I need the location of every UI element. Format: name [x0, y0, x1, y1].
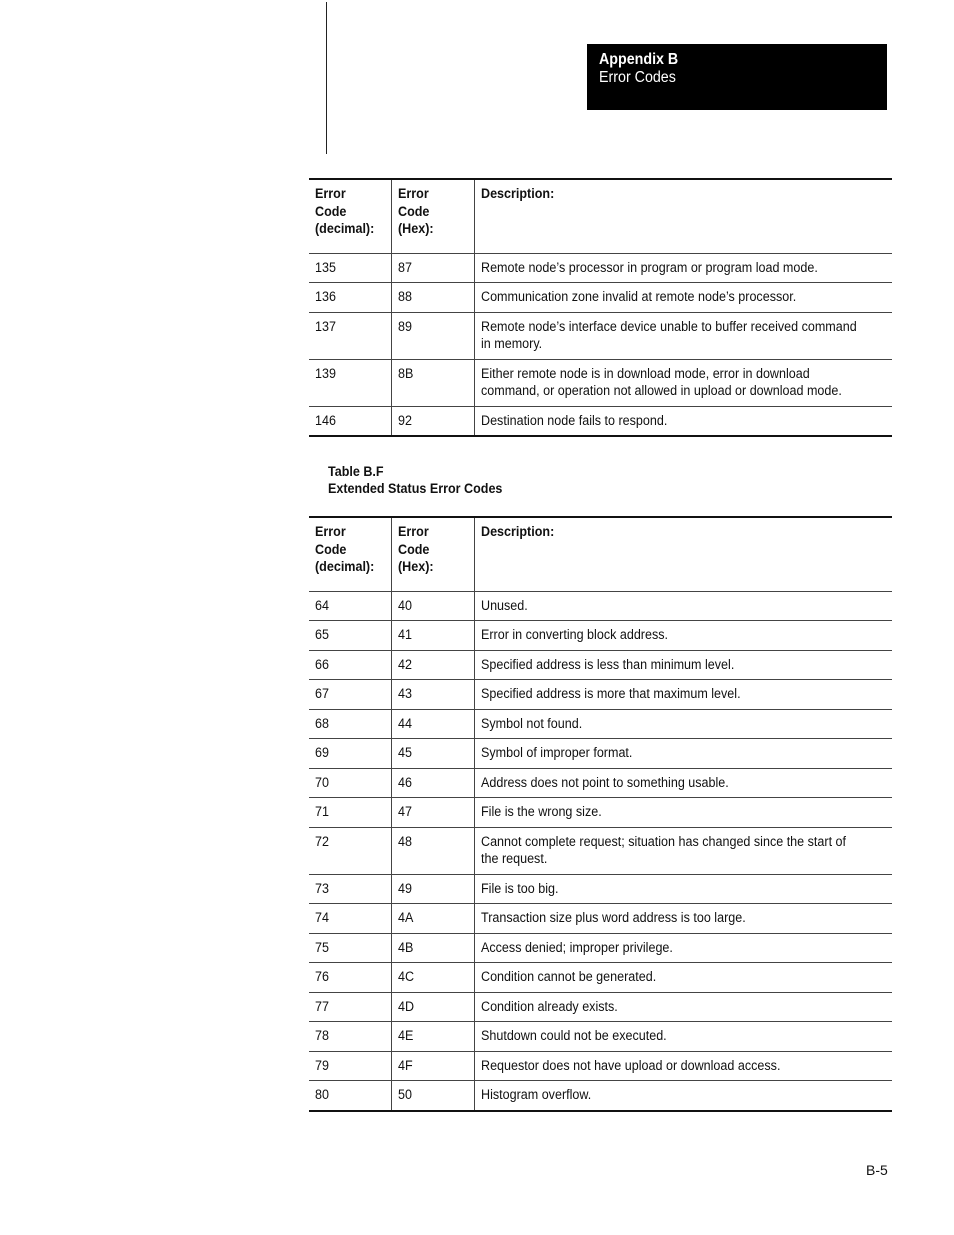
error-description: Access denied; improper privilege.	[481, 939, 673, 955]
error-code-decimal-cell	[309, 1081, 392, 1111]
error-code-decimal: 64	[315, 597, 329, 613]
error-description-cell	[475, 359, 893, 406]
error-description-cell	[475, 650, 893, 680]
error-code-decimal: 69	[315, 745, 329, 760]
error-code-hex: 48	[398, 833, 412, 849]
appendix-header	[587, 44, 887, 110]
table-row	[309, 827, 892, 874]
table-row	[309, 709, 892, 739]
table-row	[309, 992, 892, 1022]
extended-status-error-codes-table	[309, 516, 892, 1112]
table-row	[309, 406, 892, 436]
table-row	[309, 798, 892, 828]
error-description: Symbol of improper format.	[481, 745, 633, 760]
column-header-decimal: Error Code (decimal):	[309, 179, 392, 253]
error-description-cell	[475, 904, 893, 934]
error-code-hex: 49	[398, 880, 412, 896]
error-description-cell	[475, 621, 893, 651]
error-code-hex-cell	[392, 1051, 475, 1081]
table-row	[309, 768, 892, 798]
error-code-decimal-cell	[309, 739, 392, 769]
error-code-decimal-cell	[309, 359, 392, 406]
error-code-hex: 4E	[398, 1028, 414, 1043]
error-code-hex-cell	[392, 963, 475, 993]
error-description-cell	[475, 798, 893, 828]
error-description-cell	[475, 591, 893, 621]
error-code-hex-cell	[392, 406, 475, 436]
error-code-decimal-cell	[309, 798, 392, 828]
table-caption-label: Table B.F	[328, 464, 384, 479]
error-description-cell	[475, 1022, 893, 1052]
error-code-decimal-cell	[309, 1022, 392, 1052]
table-row	[309, 933, 892, 963]
appendix-title: Appendix B	[599, 51, 679, 68]
error-description: Error in converting block address.	[481, 627, 669, 642]
error-code-hex: 88	[398, 289, 412, 304]
error-description: Remote node’s interface device unable to buffer received command in memory.	[481, 318, 857, 351]
table-row	[309, 1081, 892, 1111]
error-code-decimal-cell	[309, 904, 392, 934]
error-code-hex: 50	[398, 1087, 412, 1102]
error-description: Histogram overflow.	[481, 1087, 592, 1102]
error-code-hex-cell	[392, 933, 475, 963]
table-row	[309, 283, 892, 313]
table-row	[309, 359, 892, 406]
table-row	[309, 680, 892, 710]
table-row	[309, 1022, 892, 1052]
error-description: Specified address is more that maximum level.	[481, 686, 741, 701]
error-description-cell	[475, 406, 893, 436]
error-code-decimal: 79	[315, 1057, 329, 1073]
error-code-hex-cell	[392, 1022, 475, 1052]
error-code-hex-cell	[392, 874, 475, 904]
error-description: Cannot complete request; situation has changed since the start of the request.	[481, 833, 847, 866]
error-code-decimal: 76	[315, 969, 329, 984]
error-code-hex-cell	[392, 253, 475, 283]
error-description-cell	[475, 312, 893, 359]
error-description: Condition already exists.	[481, 998, 618, 1014]
error-code-decimal: 73	[315, 880, 329, 896]
error-code-decimal-cell	[309, 768, 392, 798]
error-code-hex: 43	[398, 686, 412, 701]
error-description: Unused.	[481, 597, 528, 613]
error-code-decimal-cell	[309, 591, 392, 621]
error-code-hex: 40	[398, 597, 412, 613]
error-code-decimal: 66	[315, 656, 329, 672]
error-code-decimal-cell	[309, 680, 392, 710]
column-header-hex: Error Code (Hex):	[392, 517, 475, 591]
table-caption-title: Extended Status Error Codes	[328, 481, 503, 496]
error-code-decimal-cell	[309, 992, 392, 1022]
error-code-hex-cell	[392, 827, 475, 874]
error-code-hex: 89	[398, 318, 412, 334]
error-code-hex: 87	[398, 259, 412, 275]
table-caption	[328, 463, 516, 497]
error-code-hex-cell	[392, 768, 475, 798]
error-description-cell	[475, 283, 893, 313]
table-row	[309, 739, 892, 769]
table-row	[309, 650, 892, 680]
error-code-hex: 42	[398, 656, 412, 672]
table-row	[309, 874, 892, 904]
table-row	[309, 253, 892, 283]
error-code-hex: 44	[398, 715, 412, 731]
error-description: Either remote node is in download mode, error in download command, or operation not allowed in upload or download mode.	[481, 365, 842, 398]
error-description-cell	[475, 827, 893, 874]
error-description: Address does not point to something usable.	[481, 774, 729, 790]
error-code-hex-cell	[392, 650, 475, 680]
table-row	[309, 963, 892, 993]
error-description: Condition cannot be generated.	[481, 969, 657, 984]
table-header-row	[309, 179, 892, 253]
error-code-decimal-cell	[309, 253, 392, 283]
error-description-cell	[475, 739, 893, 769]
table-row	[309, 1051, 892, 1081]
error-description: Communication zone invalid at remote node’s processor.	[481, 289, 797, 304]
error-code-hex: 4F	[398, 1057, 413, 1073]
error-code-hex-cell	[392, 709, 475, 739]
error-description: Transaction size plus word address is too large.	[481, 910, 746, 925]
error-code-decimal: 65	[315, 627, 329, 642]
error-code-decimal-cell	[309, 650, 392, 680]
error-description: File is too big.	[481, 880, 559, 896]
error-description: Shutdown could not be executed.	[481, 1028, 667, 1043]
error-code-hex-cell	[392, 312, 475, 359]
error-code-hex: 4D	[398, 998, 415, 1014]
table-row	[309, 312, 892, 359]
error-code-hex-cell	[392, 798, 475, 828]
error-description-cell	[475, 768, 893, 798]
error-code-hex-cell	[392, 904, 475, 934]
error-code-decimal: 135	[315, 259, 336, 275]
page-number: B-5	[866, 1162, 888, 1178]
error-code-hex-cell	[392, 359, 475, 406]
error-code-decimal: 139	[315, 365, 336, 381]
error-code-decimal-cell	[309, 312, 392, 359]
error-code-decimal: 68	[315, 715, 329, 731]
error-description-cell	[475, 874, 893, 904]
error-code-decimal-cell	[309, 963, 392, 993]
error-code-decimal: 137	[315, 318, 336, 334]
error-code-hex-cell	[392, 591, 475, 621]
table-header-row	[309, 517, 892, 591]
error-code-hex-cell	[392, 621, 475, 651]
column-header-decimal: Error Code (decimal):	[309, 517, 392, 591]
error-code-hex-cell	[392, 739, 475, 769]
error-code-decimal: 78	[315, 1028, 329, 1043]
appendix-subtitle: Error Codes	[599, 69, 676, 86]
error-code-hex: 4A	[398, 910, 414, 925]
error-codes-table-continued	[309, 178, 892, 437]
error-code-decimal-cell	[309, 406, 392, 436]
error-description-cell	[475, 963, 893, 993]
error-code-decimal: 74	[315, 910, 329, 925]
error-code-decimal: 77	[315, 998, 329, 1014]
error-description-cell	[475, 680, 893, 710]
error-code-decimal-cell	[309, 1051, 392, 1081]
error-code-decimal: 70	[315, 774, 329, 790]
error-code-hex-cell	[392, 680, 475, 710]
error-description: File is the wrong size.	[481, 804, 602, 819]
error-code-decimal: 75	[315, 939, 329, 955]
error-code-decimal-cell	[309, 933, 392, 963]
error-description-cell	[475, 709, 893, 739]
error-code-hex: 4B	[398, 939, 414, 955]
error-code-hex: 46	[398, 774, 412, 790]
error-description: Specified address is less than minimum level.	[481, 656, 735, 672]
error-code-hex-cell	[392, 283, 475, 313]
error-description-cell	[475, 1051, 893, 1081]
column-header-description: Description:	[475, 179, 893, 253]
error-description: Destination node fails to respond.	[481, 412, 668, 428]
error-code-decimal: 72	[315, 833, 329, 849]
column-header-description: Description:	[475, 517, 893, 591]
error-code-decimal: 71	[315, 804, 329, 819]
error-code-decimal-cell	[309, 621, 392, 651]
error-code-decimal-cell	[309, 283, 392, 313]
error-description-cell	[475, 1081, 893, 1111]
error-code-decimal-cell	[309, 874, 392, 904]
error-code-decimal-cell	[309, 827, 392, 874]
error-code-hex-cell	[392, 992, 475, 1022]
margin-rule	[326, 2, 327, 154]
error-description: Symbol not found.	[481, 715, 583, 731]
column-header-hex: Error Code (Hex):	[392, 179, 475, 253]
error-code-hex: 92	[398, 412, 412, 428]
table-row	[309, 904, 892, 934]
error-description-cell	[475, 933, 893, 963]
error-code-decimal: 146	[315, 412, 336, 428]
table-row	[309, 591, 892, 621]
error-code-decimal: 80	[315, 1087, 329, 1102]
error-code-hex: 45	[398, 745, 412, 760]
error-code-hex: 4C	[398, 969, 415, 984]
error-code-hex: 41	[398, 627, 412, 642]
error-code-hex: 8B	[398, 365, 414, 381]
table-row	[309, 621, 892, 651]
error-code-decimal: 67	[315, 686, 329, 701]
error-description-cell	[475, 253, 893, 283]
error-description-cell	[475, 992, 893, 1022]
error-description: Remote node’s processor in program or program load mode.	[481, 259, 818, 275]
error-description: Requestor does not have upload or download access.	[481, 1057, 781, 1073]
error-code-decimal-cell	[309, 709, 392, 739]
error-code-hex-cell	[392, 1081, 475, 1111]
error-code-hex: 47	[398, 804, 412, 819]
error-code-decimal: 136	[315, 289, 336, 304]
